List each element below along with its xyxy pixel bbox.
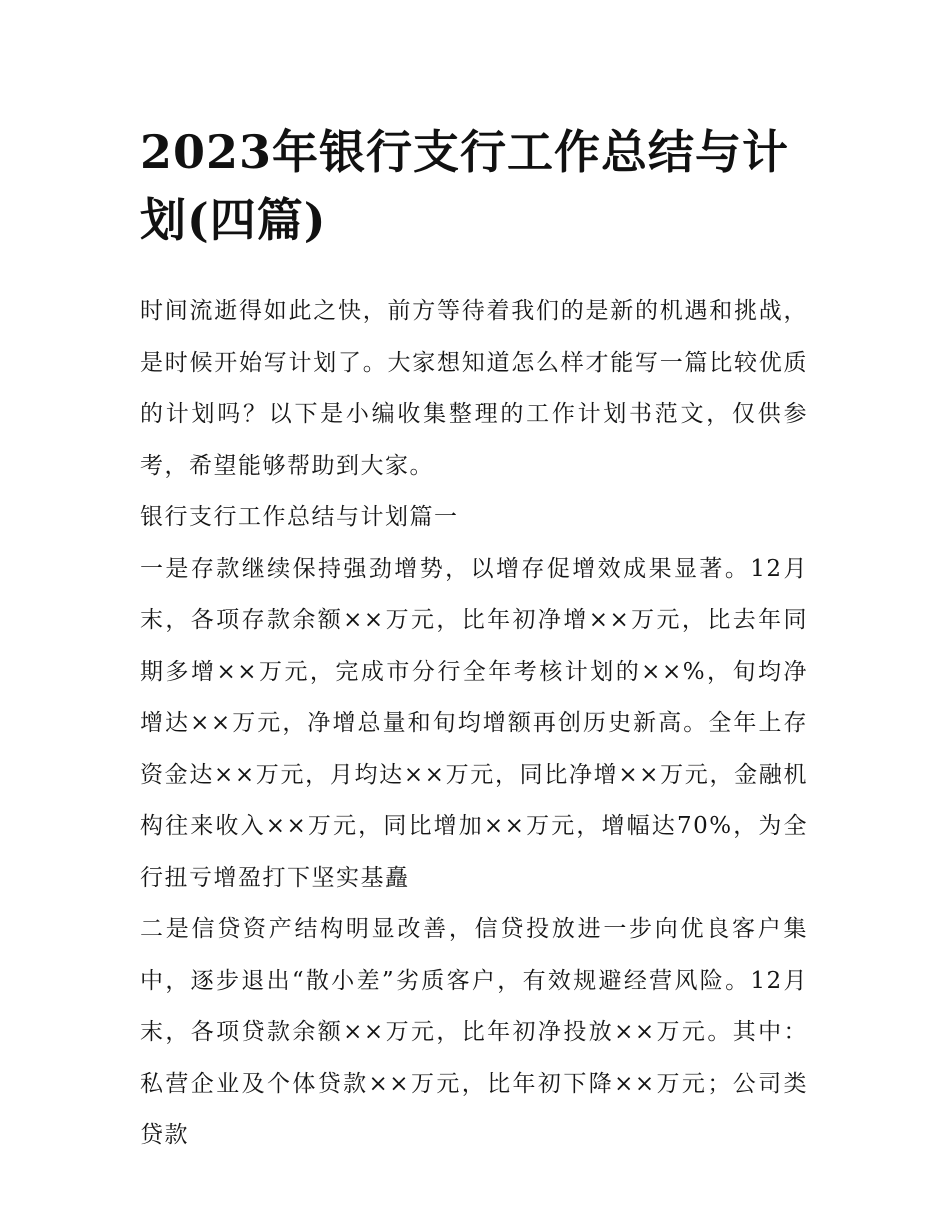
- body-paragraph-2: 二是信贷资产结构明显改善，信贷投放进一步向优良客户集中，逐步退出“散小差”劣质客户，有效规避经营风险。12月末，各项贷款余额××万元，比年初净投放××万元。其中：私营企业及个体贷款××万元，比年初下降××万元；公司类贷款: [140, 916, 808, 1148]
- document-body: [140, 118, 808, 1162]
- document-title: 2023年银行支行工作总结与计划(四篇): [140, 125, 790, 247]
- section-heading: 银行支行工作总结与计划篇一: [140, 504, 459, 530]
- body-paragraph-1: 一是存款继续保持强劲增势，以增存促增效成果显著。12月末，各项存款余额××万元，比年初净增××万元，比去年同期多增××万元，完成市分行全年考核计划的××%，旬均净增达××万元，净增总量和旬均增额再创历史新高。全年上存资金达××万元，月均达××万元，同比净增××万元，金融机构往来收入××万元，同比增加××万元，增幅达70%，为全行扭亏增盈打下坚实基矗: [140, 555, 808, 891]
- intro-paragraph: 时间流逝得如此之快，前方等待着我们的是新的机遇和挑战，是时候开始写计划了。大家想知道怎么样才能写一篇比较优质的计划吗？以下是小编收集整理的工作计划书范文，仅供参考，希望能够帮助到大家。: [140, 298, 808, 479]
